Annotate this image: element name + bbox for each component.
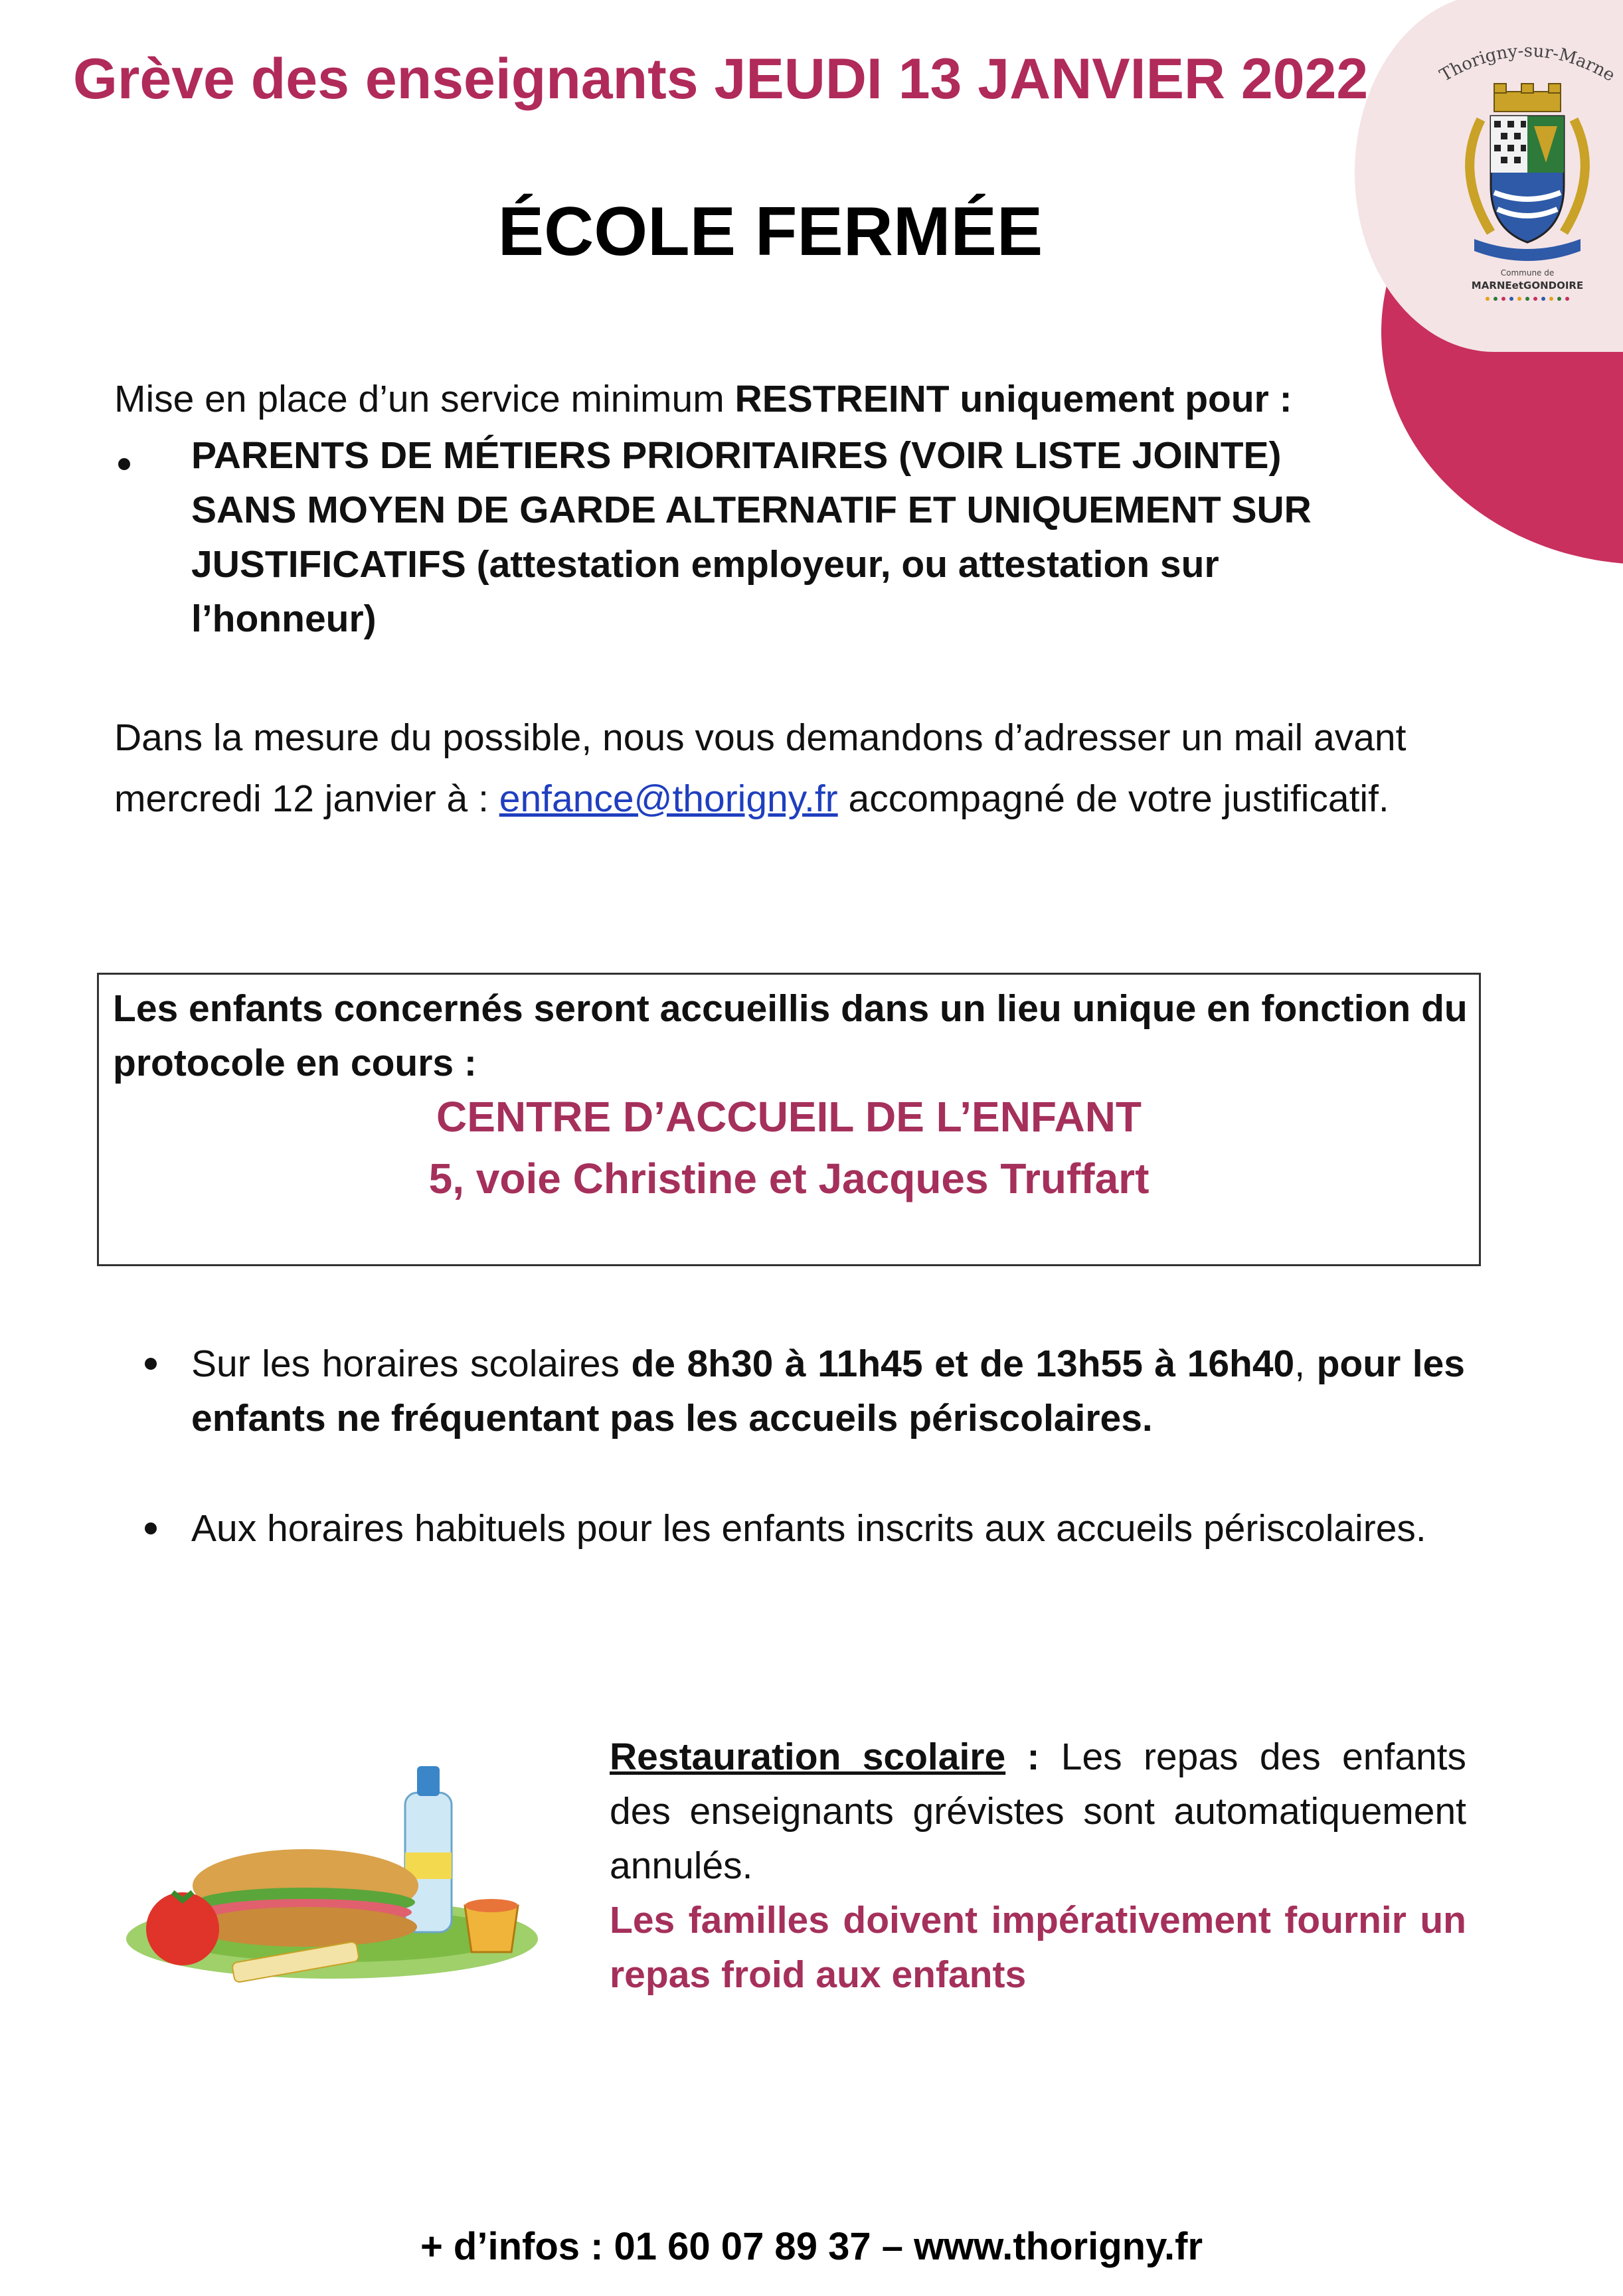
service-intro <box>114 372 1292 426</box>
svg-text:Commune de: Commune de <box>1500 268 1555 278</box>
footer-contact: + d’infos : 01 60 07 89 37 – www.thorigny.fr <box>420 2225 1203 2268</box>
bullet-icon <box>118 458 130 470</box>
svg-text:Thorigny-sur-Marne: Thorigny-sur-Marne <box>1436 41 1618 86</box>
priority-parents-bullet <box>191 428 1387 646</box>
schedule-bullet-school-hours <box>191 1337 1465 1445</box>
bullet-icon <box>145 1522 157 1534</box>
schedule-children: pour les enfants ne fréquentant pas les accueils périscolaires. <box>191 1343 1465 1439</box>
priority-parents-bold: PARENTS DE MÉTIERS PRIORITAIRES (VOIR LISTE JOINTE) SANS MOYEN DE GARDE ALTERNATIF ET UNIQUEMENT SUR JUSTIFICATIFS <box>191 434 1312 586</box>
schedule-normal: Sur les horaires scolaires <box>191 1343 632 1385</box>
strike-title: Grève des enseignants JEUDI 13 JANVIER 2022 <box>73 47 1369 111</box>
mail-before: Dans la mesure du possible, nous vous demandons d’adresser un mail avant mercredi 12 janvier à : <box>114 716 1407 820</box>
schedule-bullet-periscolaire: Aux horaires habituels pour les enfants inscrits aux accueils périscolaires. <box>191 1507 1426 1550</box>
service-intro-normal: Mise en place d’un service minimum <box>114 378 735 420</box>
service-intro-bold: RESTREINT uniquement pour : <box>734 378 1292 420</box>
location-box-text: Les enfants concernés seront accueillis dans un lieu unique en fonction du protocole en cours : <box>113 987 1468 1084</box>
priority-parents-details: (attestation employeur, ou attestation sur l’honneur) <box>191 543 1219 640</box>
mail-after: accompagné de votre justificatif. <box>837 778 1389 820</box>
svg-text:MARNEetGONDOIRE: MARNEetGONDOIRE <box>1471 280 1584 291</box>
school-closed-heading: ÉCOLE FERMÉE <box>497 193 1043 270</box>
schedule-sep: , <box>1294 1343 1306 1385</box>
bullet-icon <box>145 1358 157 1370</box>
location-name: CENTRE D’ACCUEIL DE L’ENFANT <box>436 1093 1142 1141</box>
restauration-warning: Les familles doivent impérativement fournir un repas froid aux enfants <box>610 1899 1466 1996</box>
schedule-hours: de 8h30 à 11h45 et de 13h55 à 16h40 <box>631 1343 1295 1385</box>
picnic-icon <box>120 1753 551 1992</box>
location-address: 5, voie Christine et Jacques Truffart <box>428 1155 1150 1202</box>
mail-paragraph <box>114 707 1476 829</box>
email-link[interactable]: enfance@thorigny.fr <box>499 778 838 820</box>
restauration-info: Les repas des enfants des enseignants grévistes sont automatiquement annulés. <box>610 1736 1466 1887</box>
restauration-label: Restauration scolaire <box>610 1736 1006 1778</box>
picnic-illustration <box>120 1753 551 1992</box>
restauration-colon: : <box>1005 1736 1040 1778</box>
restauration-text <box>610 1730 1466 1893</box>
